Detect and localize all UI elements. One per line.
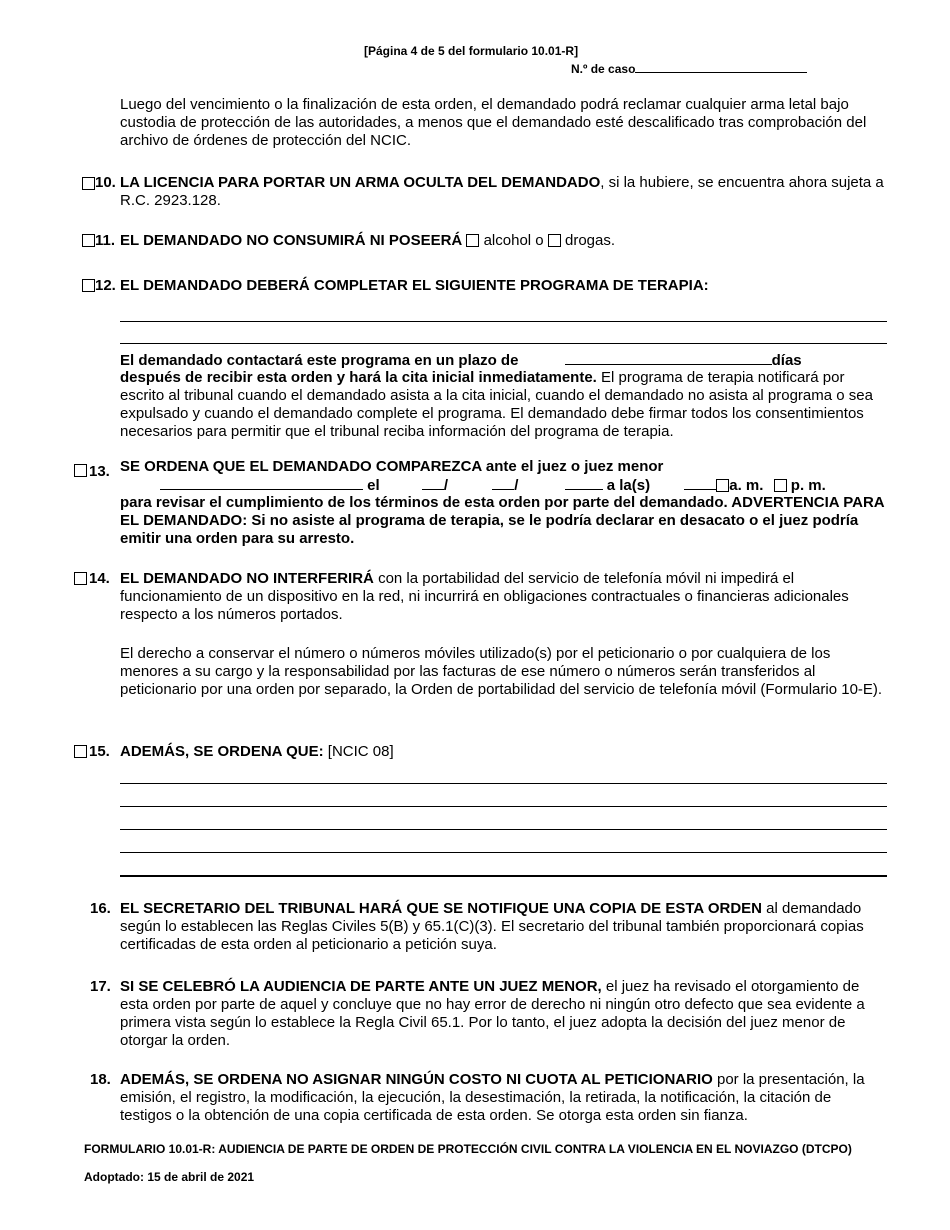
- item-12-contact-text: [120, 369, 890, 441]
- item-13-checkbox[interactable]: [74, 464, 87, 477]
- item-10-text: [120, 174, 890, 210]
- alcohol-checkbox[interactable]: [466, 234, 479, 247]
- item-12-checkbox[interactable]: [82, 279, 95, 292]
- contact-days-label: días: [771, 352, 802, 369]
- item-18-heading: ADEMÁS, SE ORDENA NO ASIGNAR NINGÚN COSTO NI CUOTA AL PETICIONARIO: [120, 1071, 713, 1088]
- item-15-heading: ADEMÁS, SE ORDENA QUE:: [120, 743, 324, 760]
- item-17-heading: SI SE CELEBRÓ LA AUDIENCIA DE PARTE ANTE UN JUEZ MENOR,: [120, 978, 602, 995]
- item-14-number: 14.: [89, 570, 110, 587]
- item-15-number: 15.: [89, 743, 110, 760]
- item-11-text: [120, 232, 890, 250]
- judge-name-blank[interactable]: [160, 476, 363, 490]
- item-14-heading: EL DEMANDADO NO INTERFERIRÁ: [120, 570, 374, 587]
- item-12-heading: EL DEMANDADO DEBERÁ COMPLETAR EL SIGUIENTE PROGRAMA DE TERAPIA:: [120, 277, 709, 294]
- item-10-checkbox[interactable]: [82, 177, 95, 190]
- item-18-text: [120, 1071, 885, 1125]
- item-16-number: 16.: [90, 900, 111, 917]
- item-17-body: el juez ha revisado el otorgamiento de esta orden por parte de aquel y concluye que no hay error de derecho ni ningún otro defecto que sea evidente a primera vista según lo establece la Regla Civil 65.1. Por lo tanto, el juez adopta la decisión del juez menor de otorgar la orden.: [120, 978, 865, 1049]
- item-12-contact-body: El programa de terapia notificará por escrito al tribunal cuando el demandado asista a la cita inicial, cuando el demandado no asista al programa o sea expulsado y cuando el demandado complete el programa. El demandado debe firmar todos los consentimientos necesarios para permitir que el tribunal reciba información del programa de terapia.: [120, 369, 873, 440]
- date-el-label: el: [367, 477, 380, 494]
- item-15-checkbox[interactable]: [74, 745, 87, 758]
- item-13-heading: SE ORDENA QUE EL DEMANDADO COMPAREZCA ante el juez o juez menor: [120, 458, 664, 475]
- item-14-checkbox[interactable]: [74, 572, 87, 585]
- pm-checkbox[interactable]: [774, 479, 787, 492]
- item-13-body: para revisar el cumplimiento de los términos de esta orden por parte del demandado. ADVERTENCIA PARA EL DEMANDADO: Si no asiste al programa de terapia, se le podría declarar en desacato o el juez podría emitir una orden para su arresto.: [120, 494, 885, 547]
- contact-deadline-label: El demandado contactará este programa en un plazo de: [120, 352, 519, 369]
- item-11-number: 11.: [95, 232, 116, 249]
- hearing-date-line: [160, 476, 826, 495]
- item-12-contact-bold: después de recibir esta orden y hará la cita inicial inmediatamente.: [120, 369, 597, 386]
- item-15-body: [NCIC 08]: [323, 743, 394, 760]
- item-16-body: al demandado según lo establecen las Reglas Civiles 5(B) y 65.1(C)(3). El secretario del tribunal también proporcionará copias certificadas de esta orden al peticionario a petición suya.: [120, 900, 864, 953]
- am-label: a. m.: [729, 477, 764, 494]
- case-number-blank[interactable]: [635, 59, 807, 73]
- drugs-checkbox[interactable]: [548, 234, 561, 247]
- pm-label: p. m.: [790, 477, 826, 494]
- time-label: a la(s): [606, 477, 651, 494]
- additional-orders-line-1[interactable]: [120, 783, 887, 784]
- item-16-text: [120, 900, 880, 954]
- item-12-number: 12.: [95, 277, 116, 294]
- item-18-number: 18.: [90, 1071, 111, 1088]
- additional-orders-line-3[interactable]: [120, 829, 887, 830]
- hearing-time-blank[interactable]: [684, 476, 716, 490]
- item-11-heading: EL DEMANDADO NO CONSUMIRÁ NI POSEERÁ: [120, 232, 463, 249]
- drugs-label: drogas.: [564, 232, 616, 249]
- alcohol-label: alcohol o: [483, 232, 544, 249]
- item-11-checkbox[interactable]: [82, 234, 95, 247]
- hearing-year-blank[interactable]: [565, 476, 603, 490]
- case-number-field[interactable]: [571, 59, 807, 76]
- item-14-text: [120, 570, 885, 624]
- therapy-program-line-1[interactable]: [120, 321, 887, 322]
- case-number-label: N.º de caso: [571, 62, 636, 76]
- am-checkbox[interactable]: [716, 479, 729, 492]
- additional-orders-line-2[interactable]: [120, 806, 887, 807]
- item-16-heading: EL SECRETARIO DEL TRIBUNAL HARÁ QUE SE NOTIFIQUE UNA COPIA DE ESTA ORDEN: [120, 900, 762, 917]
- item-14-body: con la portabilidad del servicio de telefonía móvil ni impedirá el funcionamiento de un dispositivo en la red, ni incurrirá en obligaciones contractuales o financieras adicionales respecto a los números portados.: [120, 570, 849, 623]
- date-slash-1: /: [443, 477, 449, 494]
- form-footer-adopted: Adoptado: 15 de abril de 2021: [84, 1170, 255, 1184]
- intro-paragraph: Luego del vencimiento o la finalización de esta orden, el demandado podrá reclamar cualquier arma letal bajo custodia de protección de las autoridades, a menos que el demandado esté descalificado tras comprobación del archivo de órdenes de protección del NCIC.: [120, 96, 867, 149]
- therapy-program-line-2[interactable]: [120, 343, 887, 344]
- item-14-paragraph-2: El derecho a conservar el número o números móviles utilizado(s) por el peticionario o por cualquiera de los menores a su cargo y la responsabilidad por las facturas de ese número o números serán transferidos al peticionario por una orden por separado, la Orden de portabilidad del servicio de telefonía móvil (Formulario 10-E).: [120, 645, 883, 698]
- item-17-number: 17.: [90, 978, 111, 995]
- item-10-body: , si la hubiere, se encuentra ahora sujeta a R.C. 2923.128.: [120, 174, 884, 209]
- item-12-contact-line: [120, 351, 890, 370]
- additional-orders-line-4[interactable]: [120, 852, 887, 853]
- additional-orders-line-5[interactable]: [120, 875, 887, 877]
- page-label: [Página 4 de 5 del formulario 10.01-R]: [364, 44, 579, 58]
- hearing-month-blank[interactable]: [422, 476, 444, 490]
- item-10-number: 10.: [95, 174, 116, 191]
- hearing-day-blank[interactable]: [492, 476, 514, 490]
- item-18-body: por la presentación, la emisión, el registro, la modificación, la ejecución, la desestimación, la retirada, la notificación, la citación de testigos o la obtención de una copia certificada de esta orden. Se otorga esta orden sin fianza.: [120, 1071, 865, 1124]
- item-15-text: [120, 743, 890, 761]
- item-10-heading: LA LICENCIA PARA PORTAR UN ARMA OCULTA DEL DEMANDADO: [120, 174, 601, 191]
- date-slash-2: /: [514, 477, 519, 494]
- item-13-number: 13.: [89, 463, 110, 480]
- contact-days-blank[interactable]: [565, 351, 772, 365]
- form-footer-title: FORMULARIO 10.01-R: AUDIENCIA DE PARTE DE ORDEN DE PROTECCIÓN CIVIL CONTRA LA VIOLENCIA EN EL NOVIAZGO (DTCPO): [84, 1142, 852, 1156]
- item-17-text: [120, 978, 885, 1050]
